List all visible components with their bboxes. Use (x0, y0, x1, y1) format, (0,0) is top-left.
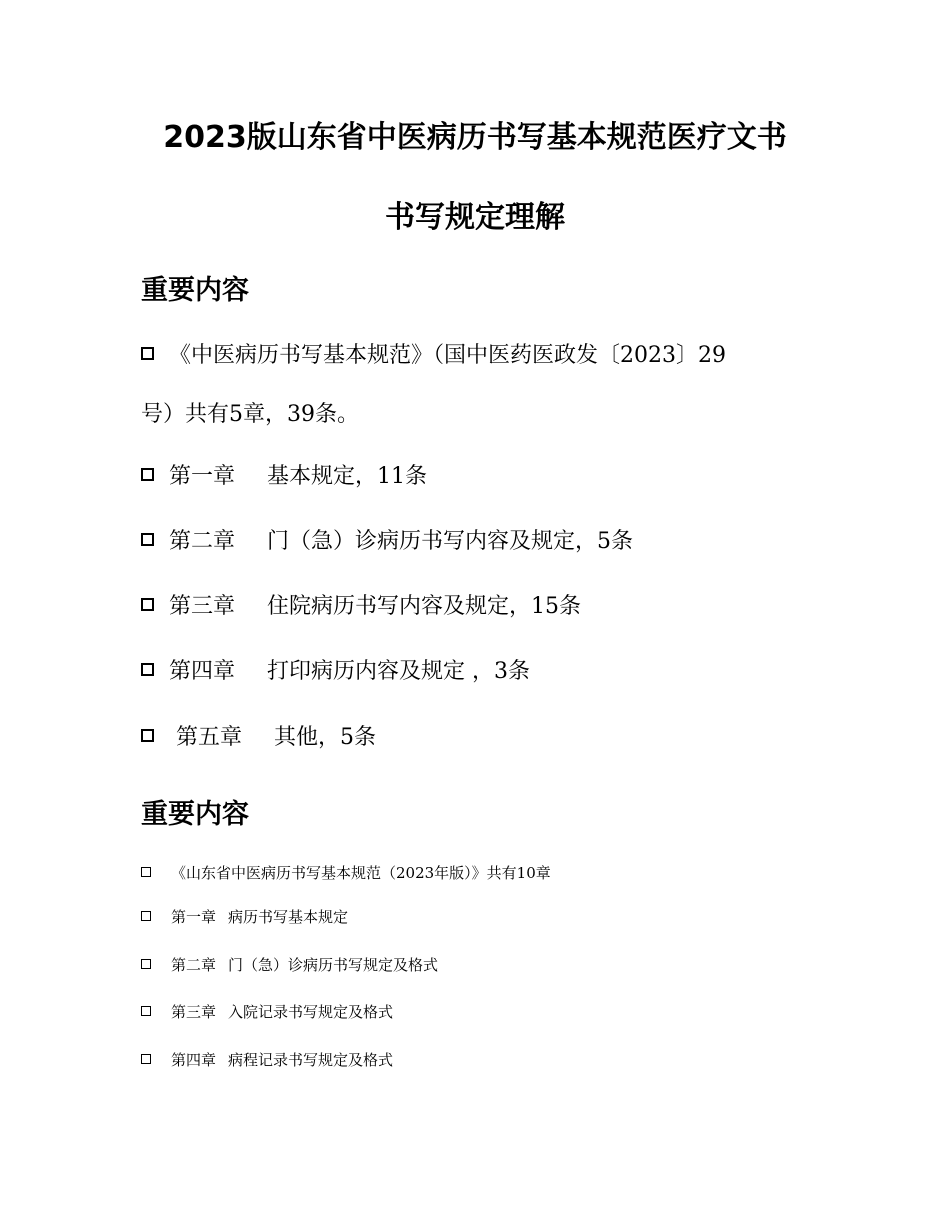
chapter-label: 第一章 (169, 464, 236, 489)
section2-chapter-item (141, 954, 438, 976)
section2-intro: 《山东省中医病历书写基本规范（2023年版）》共有10章 (171, 864, 551, 882)
checkbox-square-icon (141, 1006, 151, 1016)
chapter-label: 第三章 (171, 1003, 217, 1021)
chapter-label: 第一章 (171, 908, 217, 926)
section1-chapter-item (141, 592, 581, 622)
checkbox-square-icon (141, 663, 154, 676)
document-title-line2: 书写规定理解 (385, 200, 565, 235)
checkbox-square-icon (141, 911, 151, 921)
chapter-label: 第三章 (169, 594, 236, 619)
checkbox-square-icon (141, 1054, 151, 1064)
section2-heading: 重要内容 (141, 799, 249, 830)
section2-chapter-item (141, 906, 348, 928)
chapter-description: 门（急）诊病历书写内容及规定，5条 (267, 529, 634, 554)
section2-intro-item (141, 862, 551, 884)
section1-chapter-item (141, 723, 376, 753)
chapter-label: 第四章 (171, 1051, 217, 1069)
section1-intro-line2: 号）共有5章，39条。 (141, 402, 359, 427)
checkbox-square-icon (141, 533, 154, 546)
section1-chapter-item (141, 657, 530, 687)
chapter-description: 其他，5条 (274, 725, 377, 750)
chapter-description: 入院记录书写规定及格式 (228, 1003, 394, 1021)
chapter-description: 门（急）诊病历书写规定及格式 (228, 956, 439, 974)
chapter-description: 病历书写基本规定 (228, 908, 349, 926)
section1-chapter-item (141, 462, 427, 492)
chapter-description: 基本规定，11条 (267, 464, 428, 489)
chapter-description: 病程记录书写规定及格式 (228, 1051, 394, 1069)
checkbox-square-icon (141, 598, 154, 611)
checkbox-square-icon (141, 959, 151, 969)
chapter-label: 第二章 (169, 529, 236, 554)
section2-chapter-item (141, 1001, 393, 1023)
chapter-description: 打印病历内容及规定 ，3条 (267, 659, 531, 684)
chapter-label: 第四章 (169, 659, 236, 684)
section2-chapter-item (141, 1049, 393, 1071)
section1-intro-line1: 《中医病历书写基本规范》（国中医药医政发〔2023〕29 (169, 343, 726, 368)
section1-chapter-item (141, 527, 633, 557)
section1-intro-item (141, 341, 726, 371)
checkbox-square-icon (141, 347, 154, 360)
checkbox-square-icon (141, 867, 151, 877)
chapter-label: 第二章 (171, 956, 217, 974)
checkbox-square-icon (141, 729, 154, 742)
section1-heading: 重要内容 (141, 275, 249, 306)
chapter-description: 住院病历书写内容及规定，15条 (267, 594, 582, 619)
document-title-line1: 2023版山东省中医病历书写基本规范医疗文书 (163, 120, 787, 155)
checkbox-square-icon (141, 468, 154, 481)
chapter-label: 第五章 (176, 725, 243, 750)
